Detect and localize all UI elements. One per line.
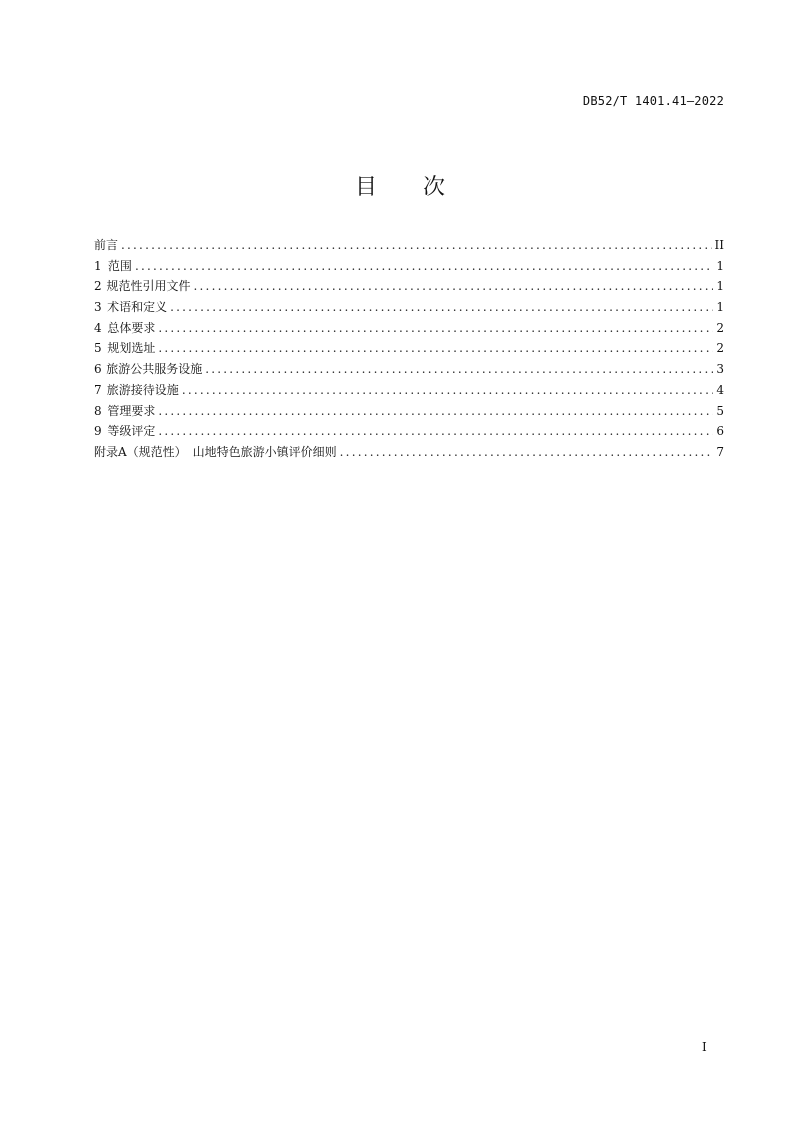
page-number: I bbox=[702, 1040, 707, 1054]
toc-entry-4[interactable] bbox=[94, 318, 724, 339]
toc-entry-number: 6 bbox=[94, 362, 102, 377]
toc-entry-number: 1 bbox=[94, 258, 102, 273]
toc-dot-leader bbox=[340, 442, 714, 463]
toc-dot-leader bbox=[194, 276, 714, 297]
toc-entry-page: 1 bbox=[716, 279, 724, 294]
toc-entry-label: 旅游公共服务设施 bbox=[106, 362, 203, 377]
toc-entry-page: 1 bbox=[716, 300, 724, 315]
toc-entry-7[interactable] bbox=[94, 380, 724, 401]
toc-entry-foreword[interactable] bbox=[94, 235, 724, 256]
toc-entry-label: 规划选址 bbox=[107, 341, 156, 356]
table-of-contents bbox=[94, 235, 724, 463]
toc-entry-number: 4 bbox=[94, 320, 102, 335]
toc-entry-1[interactable] bbox=[94, 256, 724, 277]
toc-entry-appendix-a[interactable] bbox=[94, 442, 724, 463]
toc-entry-label: 管理要求 bbox=[107, 403, 156, 418]
toc-dot-leader bbox=[121, 235, 712, 256]
toc-dot-leader bbox=[205, 359, 713, 380]
toc-dot-leader bbox=[170, 297, 713, 318]
toc-entry-number: 3 bbox=[94, 300, 102, 315]
toc-entry-page: 4 bbox=[716, 382, 724, 397]
toc-entry-label: 旅游接待设施 bbox=[106, 382, 179, 397]
toc-entry-label: 总体要求 bbox=[107, 320, 156, 335]
toc-dot-leader bbox=[135, 256, 713, 277]
toc-dot-leader bbox=[158, 338, 713, 359]
toc-entry-label: 前言 bbox=[94, 238, 119, 252]
toc-entry-8[interactable] bbox=[94, 401, 724, 422]
toc-entry-label: 范围 bbox=[107, 258, 132, 273]
page-title bbox=[0, 170, 800, 201]
toc-entry-page: 7 bbox=[716, 444, 724, 459]
title-char-1: 目 bbox=[354, 175, 377, 200]
toc-entry-9[interactable] bbox=[94, 421, 724, 442]
toc-dot-leader bbox=[158, 401, 713, 422]
title-char-2: 次 bbox=[423, 175, 446, 200]
toc-entry-label: 等级评定 bbox=[107, 424, 156, 439]
toc-entry-label: 术语和定义 bbox=[107, 300, 168, 315]
toc-entry-page: 3 bbox=[716, 362, 724, 377]
toc-entry-label: 规范性引用文件 bbox=[106, 279, 191, 294]
toc-entry-2[interactable] bbox=[94, 276, 724, 297]
toc-entry-number: 2 bbox=[94, 279, 102, 294]
toc-entry-number: 8 bbox=[94, 403, 102, 418]
toc-entry-page: 2 bbox=[716, 341, 724, 356]
toc-entry-number: 9 bbox=[94, 424, 102, 439]
toc-entry-number: 5 bbox=[94, 341, 102, 356]
toc-entry-page: 1 bbox=[716, 258, 724, 273]
toc-entry-6[interactable] bbox=[94, 359, 724, 380]
toc-entry-page: 2 bbox=[716, 320, 724, 335]
toc-entry-label: 附录A（规范性） 山地特色旅游小镇评价细则 bbox=[94, 444, 337, 459]
toc-entry-page: II bbox=[714, 238, 724, 252]
toc-entry-3[interactable] bbox=[94, 297, 724, 318]
toc-dot-leader bbox=[158, 421, 713, 442]
toc-entry-page: 6 bbox=[716, 424, 724, 439]
toc-entry-page: 5 bbox=[716, 403, 724, 418]
toc-dot-leader bbox=[182, 380, 714, 401]
toc-dot-leader bbox=[158, 318, 713, 339]
toc-entry-number: 7 bbox=[94, 382, 102, 397]
document-code: DB52/T 1401.41—2022 bbox=[582, 94, 724, 108]
toc-entry-5[interactable] bbox=[94, 338, 724, 359]
